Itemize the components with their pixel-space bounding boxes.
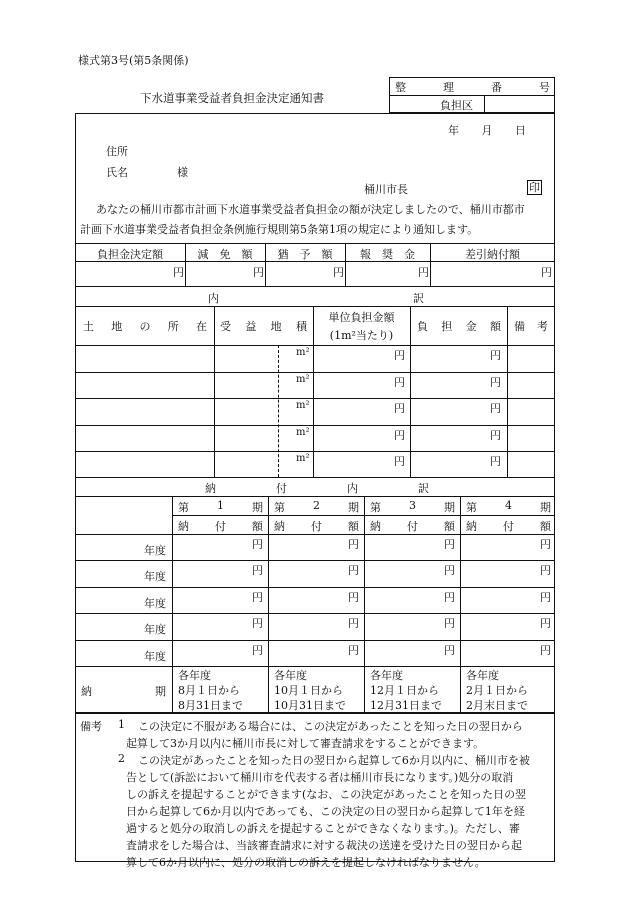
breakdown-label-2: 訳: [413, 292, 424, 305]
yen-unit: 円: [540, 591, 551, 604]
deadline-label: 納 期: [81, 685, 166, 698]
yen-unit: 円: [444, 564, 455, 577]
header-burden-amount: 負 担 金 額: [417, 320, 501, 333]
yen-unit: 円: [541, 266, 552, 279]
note-2-number: 2: [118, 752, 125, 765]
sqm-unit: m²: [296, 374, 310, 385]
yen-unit: 円: [252, 591, 263, 604]
header-remarks: 備 考: [514, 320, 548, 333]
mayor-label: 桶川市長: [364, 183, 408, 196]
yen-unit: 円: [490, 376, 501, 389]
period-1-label: 第 1 期: [178, 499, 263, 514]
header-exemption: 減 免 額: [197, 248, 253, 261]
yen-unit: 円: [253, 266, 264, 279]
body-text-line-1: あなたの桶川市都市計画下水道事業受益者負担金の額が決定しましたので、桶川市都市: [96, 203, 525, 216]
payment-breakdown-label: 納 付 内 訳: [205, 482, 429, 495]
sqm-unit: m²: [296, 347, 310, 358]
body-text-line-2: 計画下水道事業受益者負担金条例施行規則第5条第1項の規定により通知します。: [80, 223, 479, 236]
sqm-unit: m²: [296, 453, 310, 464]
yen-unit: 円: [444, 644, 455, 657]
note-1-number: 1: [118, 718, 125, 731]
yen-unit: 円: [540, 617, 551, 630]
form-number: 様式第3号(第5条関係): [78, 54, 189, 67]
header-land-location: 土 地 の 所 在: [83, 320, 207, 333]
yen-unit: 円: [252, 644, 263, 657]
yen-unit: 円: [348, 564, 359, 577]
yen-unit: 円: [348, 591, 359, 604]
yen-unit: 円: [444, 538, 455, 551]
sqm-unit: m²: [296, 427, 310, 438]
yen-unit: 円: [394, 429, 405, 442]
note-2-text-cont: 告として(訴訟において桶川市を代表する者は桶川市長になります。)処分の取消 しの訴えを提起することができます(なお、この決定があったことを知った日の翌 日から起算して6か月以内であっても、この決定の日の翌日から起算して1年を経 過すると処分の取消しの訴えを提起することができなくなります。)。ただし、審 査請求をした場合は、当該審査請求に対する裁決の送達を受けた日の翌日から起 算して6か月以内に、処分の取消しの訴えを提起しなければなりません。: [126, 771, 527, 869]
yen-unit: 円: [394, 455, 405, 468]
yen-unit: 円: [540, 564, 551, 577]
yen-unit: 円: [348, 538, 359, 551]
yen-unit: 円: [252, 564, 263, 577]
yen-unit: 円: [348, 644, 359, 657]
header-deferral: 猶 予 額: [277, 248, 333, 261]
yen-unit: 円: [490, 349, 501, 362]
header-determined-amount: 負担金決定額: [97, 248, 163, 261]
honorific: 様: [177, 166, 188, 179]
yen-unit: 円: [252, 538, 263, 551]
note-2-text: この決定があったことを知った日の翌日から起算して6か月以内に、桶川市を被: [138, 754, 530, 767]
header-net-payment: 差引納付額: [465, 248, 520, 261]
note-1-text-cont: 起算して3か月以内に桶川市長に対して審査請求をすることができます。: [126, 737, 485, 750]
yen-unit: 円: [173, 266, 184, 279]
address-label: 住所: [106, 145, 128, 158]
deadline-period-2: 各年度 10月１日から 10月31日まで: [274, 669, 346, 712]
header-benefit-area: 受 益 地 積: [220, 320, 307, 333]
breakdown-label-1: 内: [208, 292, 219, 305]
yen-unit: 円: [444, 617, 455, 630]
name-label: 氏名: [106, 166, 128, 179]
district-label: 負担区: [440, 99, 473, 112]
yen-unit: 円: [394, 376, 405, 389]
deadline-period-3: 各年度 12月１日から 12月31日まで: [370, 669, 442, 712]
payment-amount-header: 納 付 額: [370, 520, 455, 533]
header-unit-note: (1m²当たり): [329, 329, 394, 342]
payment-amount-header: 納 付 額: [178, 520, 263, 533]
header-unit-burden: 単位負担金額: [328, 311, 395, 324]
payment-amount-header: 納 付 額: [466, 520, 551, 533]
seal-mark: 印: [529, 181, 540, 194]
note-1-text: この決定に不服がある場合には、この決定があったことを知った日の翌日から: [138, 720, 523, 733]
year-label: 年度: [144, 623, 166, 636]
yen-unit: 円: [490, 455, 501, 468]
period-3-label: 第 3 期: [370, 499, 455, 514]
yen-unit: 円: [444, 591, 455, 604]
year-label: 年度: [144, 650, 166, 663]
yen-unit: 円: [540, 538, 551, 551]
year-label: 年度: [144, 570, 166, 583]
deadline-period-1: 各年度 8月１日から 8月31日まで: [178, 669, 243, 712]
document-title: 下水道事業受益者負担金決定通知書: [140, 91, 324, 105]
year-label: 年度: [144, 597, 166, 610]
yen-unit: 円: [394, 402, 405, 415]
period-4-label: 第 4 期: [466, 499, 551, 514]
yen-unit: 円: [394, 349, 405, 362]
notes-label: 備考: [80, 720, 102, 733]
deadline-period-4: 各年度 2月１日から 2月末日まで: [466, 669, 528, 712]
header-reward: 報 奨 金: [360, 248, 415, 261]
year-label: 年度: [144, 544, 166, 557]
sqm-unit: m²: [296, 400, 310, 411]
yen-unit: 円: [252, 617, 263, 630]
yen-unit: 円: [333, 266, 344, 279]
yen-unit: 円: [540, 644, 551, 657]
yen-unit: 円: [348, 617, 359, 630]
reference-number-label: 整 理 番 号: [395, 81, 550, 94]
yen-unit: 円: [490, 429, 501, 442]
date-line: 年 月 日: [448, 124, 526, 137]
yen-unit: 円: [418, 266, 429, 279]
payment-amount-header: 納 付 額: [274, 520, 359, 533]
period-2-label: 第 2 期: [274, 499, 359, 514]
yen-unit: 円: [490, 402, 501, 415]
